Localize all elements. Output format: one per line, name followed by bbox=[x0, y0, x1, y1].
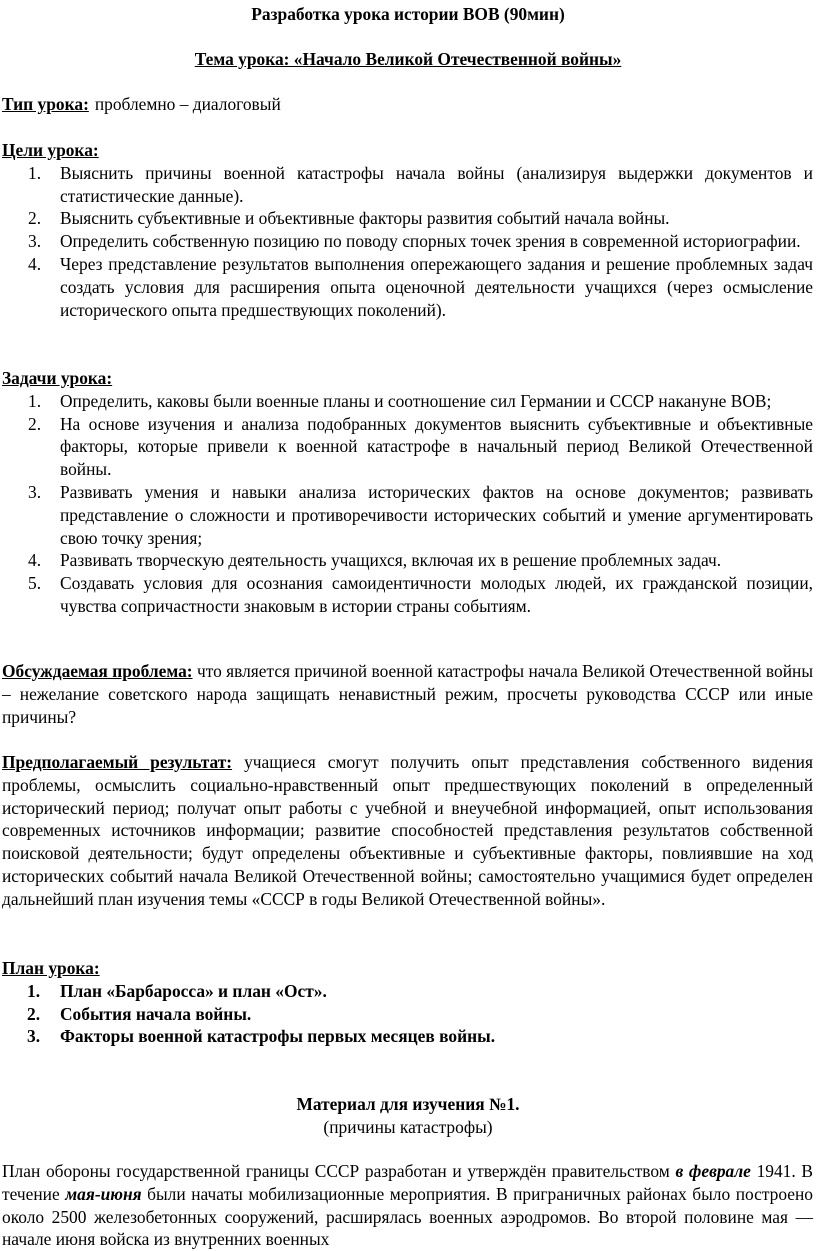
tasks-section bbox=[2, 367, 813, 618]
lesson-type-value: проблемно – диалоговый bbox=[94, 94, 281, 114]
list-item: 4. Через представление результатов выполнения опережающего задания и решение проблемных задач создать условия для расширения опыта оценочной деятельности учащихся (через осмысление исторического опыта предшествующих поколений). bbox=[28, 253, 813, 320]
material-paragraph: План обороны государственной границы СССР разработан и утверждён правительством в феврале 1941. В течение мая-июня были начаты мобилизационные мероприятия. В приграничных районах было построено около 2500 железобетонных сооружений, расширялась военных аэродромов. Во второй половине мая — начале июня войска из внутренних военных bbox=[2, 1161, 814, 1250]
problem-section bbox=[2, 660, 813, 728]
goals-label: Цели урока: bbox=[2, 140, 99, 160]
tasks-list bbox=[2, 390, 813, 618]
result-text: учащиеся смогут получить опыт представления собственного видения проблемы, осмыслить социально-нравственный опыт предшествующих поколений в определенный исторический период; получат опыт работы с учебной и внеучебной информацией, опыт использования современных источников информации; развитие способностей представления результатов собственной поисковой деятельности; будут определены объективные и субъективные факторы, повлиявшие на ход исторических событий начала Великой Отечественной войны; самостоятельно учащимися будет определен дальнейший план изучения темы «СССР в годы Великой Отечественной войны». bbox=[2, 752, 813, 909]
tasks-label: Задачи урока: bbox=[2, 368, 113, 388]
goals-list bbox=[2, 162, 813, 322]
list-item: 3. Факторы военной катастрофы первых месяцев войны. bbox=[27, 1026, 496, 1047]
result-label: Предполагаемый результат: bbox=[2, 752, 233, 772]
list-item: 1. Выяснить причины военной катастрофы начала войны (анализируя выдержки документов и статистические данные). bbox=[28, 162, 813, 206]
lesson-topic: Тема урока: «Начало Великой Отечественной войны» bbox=[194, 49, 622, 69]
list-item: 3. Развивать умения и навыки анализа исторических фактов на основе документов; развивать представление о сложности и противоречивости исторических событий и умение аргументировать свою точку зрения; bbox=[28, 481, 813, 548]
goals-section bbox=[2, 139, 813, 321]
problem-label: Обсуждаемая проблема: bbox=[2, 661, 193, 681]
list-item: 2. На основе изучения и анализа подобранных документов выяснить субъективные и объективные факторы, которые привели к военной катастрофе в начальный период Великой Отечественной войны. bbox=[28, 413, 813, 480]
material-title: Материал для изучения №1. bbox=[296, 1094, 520, 1114]
material-subtitle: (причины катастрофы) bbox=[323, 1117, 493, 1137]
list-item: 2. Выяснить субъективные и объективные факторы развития событий начала войны. bbox=[28, 208, 670, 229]
emphasis-period: мая-июня bbox=[65, 1183, 142, 1204]
list-item: 1. Определить, каковы были военные планы и соотношение сил Германии и СССР накануне ВОВ; bbox=[28, 390, 772, 411]
list-item: 5. Создавать условия для осознания самоидентичности молодых людей, их гражданской позиции, чувства сопричастности знаковым в истории страны событиям. bbox=[28, 573, 813, 616]
document-title: Разработка урока истории ВОВ (90мин) bbox=[251, 4, 565, 24]
plan-list bbox=[2, 980, 813, 1048]
list-item: 2. События начала войны. bbox=[27, 1003, 252, 1024]
result-section bbox=[2, 751, 813, 911]
list-item: 3. Определить собственную позицию по поводу спорных точек зрения в современной историографии. bbox=[28, 231, 801, 252]
plan-label: План урока: bbox=[2, 958, 100, 978]
list-item: 4. Развивать творческую деятельность учащихся, включая их в решение проблемных задач. bbox=[28, 550, 722, 571]
emphasis-date: в феврале bbox=[675, 1161, 751, 1181]
plan-section bbox=[2, 957, 813, 1048]
list-item: 1. План «Барбаросса» и план «Ост». bbox=[27, 980, 327, 1001]
lesson-type-section bbox=[2, 93, 813, 116]
lesson-type-label: Тип урока: bbox=[2, 94, 89, 114]
problem-text: что является причиной военной катастрофы начала Великой Отечественной войны – нежелание советского народа защищать ненавистный режим, просчеты руководства СССР или иные причины? bbox=[2, 661, 813, 727]
